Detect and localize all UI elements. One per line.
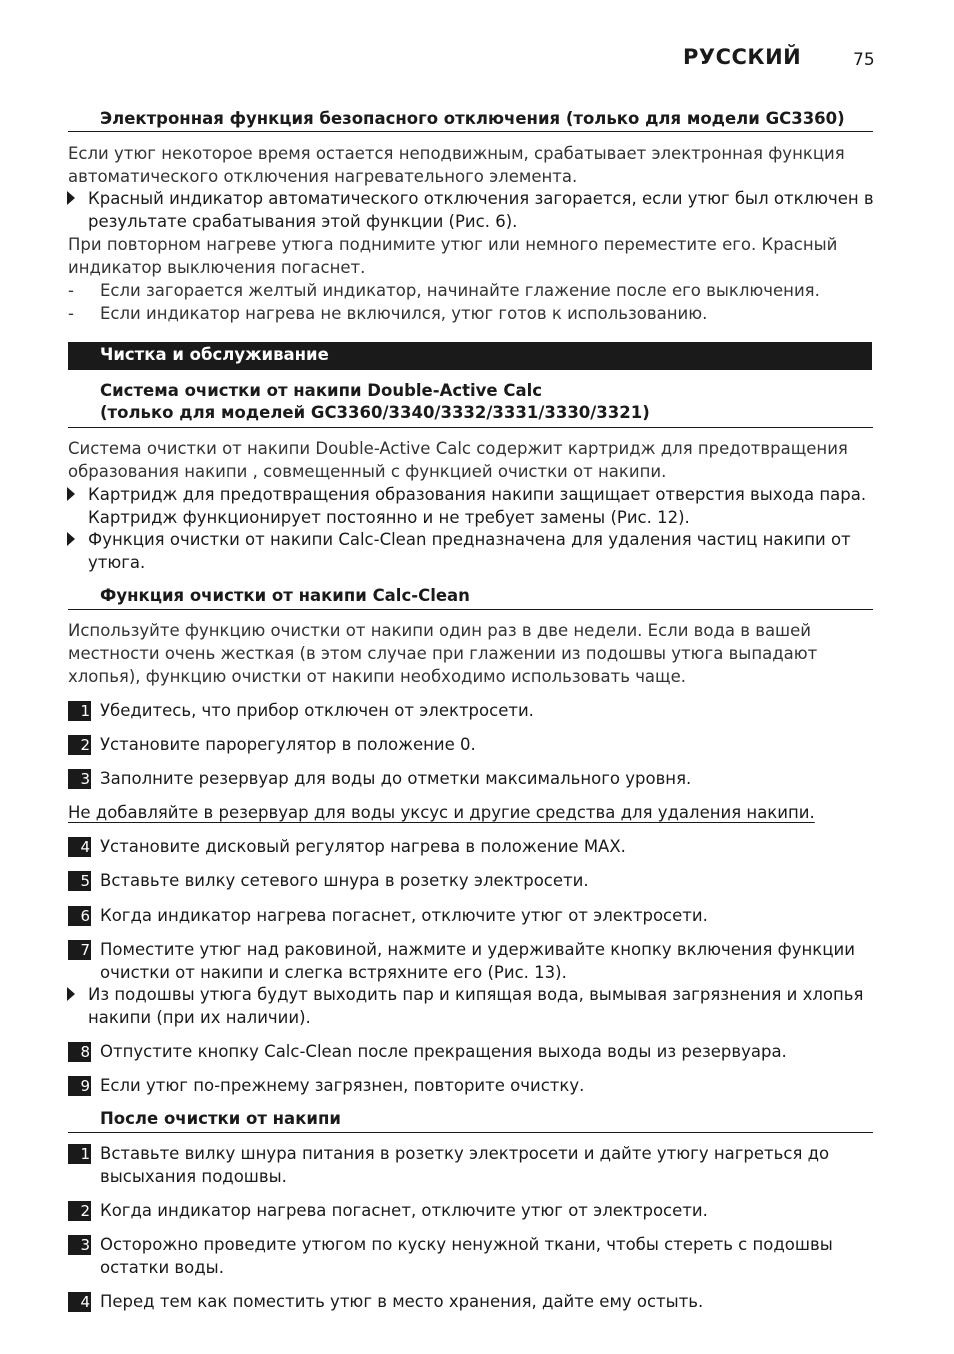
step-text: Заполните резервуар для воды до отметки максимального уровня. xyxy=(100,769,692,788)
step-text: Когда индикатор нагрева погаснет, отключите утюг от электросети. xyxy=(100,1201,708,1220)
bullet-triangle-icon xyxy=(67,191,75,205)
bullet-triangle-icon xyxy=(67,487,75,501)
step-text: Перед тем как поместить утюг в место хранения, дайте ему остыть. xyxy=(100,1292,704,1311)
section-title-after-descaling: После очистки от накипи xyxy=(100,1109,341,1128)
dash-marker: - xyxy=(68,281,74,300)
dash-marker: - xyxy=(68,304,74,323)
step-number: 1 xyxy=(68,1144,91,1164)
step-text: Установите парорегулятор в положение 0. xyxy=(100,735,476,754)
page-number: 75 xyxy=(853,50,875,70)
step-number: 9 xyxy=(68,1076,91,1096)
paragraph-double-active-intro: Система очистки от накипи Double-Active Calc содержит картридж для предотвращения образования накипи , совмещенный с функцией очистки от накипи. xyxy=(68,439,848,481)
step-text: Когда индикатор нагрева погаснет, отключите утюг от электросети. xyxy=(100,906,708,925)
step-number: 8 xyxy=(68,1042,91,1062)
paragraph-intro-electronic: Если утюг некоторое время остается неподвижным, срабатывает электронная функция автоматического отключения нагревательного элемента. xyxy=(68,144,845,186)
section-title-double-active-line1: Система очистки от накипи Double-Active Calc xyxy=(100,381,543,400)
page-language-label: РУССКИЙ xyxy=(683,45,802,69)
step-number: 7 xyxy=(68,940,91,960)
step-number: 5 xyxy=(68,871,91,891)
step-text: Вставьте вилку сетевого шнура в розетку электросети. xyxy=(100,871,589,890)
dash-item-heat-indicator: Если индикатор нагрева не включился, утюг готов к использованию. xyxy=(100,304,708,323)
step-text: Если утюг по-прежнему загрязнен, повторите очистку. xyxy=(100,1076,585,1095)
step-text: Осторожно проведите утюгом по куску ненужной ткани, чтобы стереть с подошвы остатки воды. xyxy=(100,1235,833,1277)
step-number: 2 xyxy=(68,735,91,755)
chapter-title: Чистка и обслуживание xyxy=(100,345,329,364)
dash-item-yellow-indicator: Если загорается желтый индикатор, начинайте глажение после его выключения. xyxy=(100,281,820,300)
step-number: 1 xyxy=(68,701,91,721)
step-text: Поместите утюг над раковиной, нажмите и удерживайте кнопку включения функции очистки от накипи и слегка встряхните его (Рис. 13). xyxy=(100,940,855,982)
step-number: 4 xyxy=(68,837,91,857)
bullet-triangle-icon xyxy=(67,987,75,1001)
step-number: 3 xyxy=(68,769,91,789)
section-title-calc-clean: Функция очистки от накипи Calc-Clean xyxy=(100,586,470,605)
paragraph-reheat: При повторном нагреве утюга поднимите утюг или немного переместите его. Красный индикатор выключения погаснет. xyxy=(68,235,838,277)
step-number: 4 xyxy=(68,1292,91,1312)
step-number: 2 xyxy=(68,1201,91,1221)
warning-no-vinegar: Не добавляйте в резервуар для воды уксус и другие средства для удаления накипи. xyxy=(68,803,815,822)
section-title-double-active-line2: (только для моделей GC3360/3340/3332/3331/3330/3321) xyxy=(100,403,650,422)
bullet-steam-result: Из подошвы утюга будут выходить пар и кипящая вода, вымывая загрязнения и хлопья накипи (при их наличии). xyxy=(88,985,864,1027)
step-number: 3 xyxy=(68,1235,91,1255)
section-rule xyxy=(68,131,873,132)
bullet-red-indicator: Красный индикатор автоматического отключения загорается, если утюг был отключен в результате срабатывания этой функции (Рис. 6). xyxy=(88,189,874,231)
paragraph-calc-clean-intro: Используйте функцию очистки от накипи один раз в две недели. Если вода в вашей местности очень жесткая (в этом случае при глажении из подошвы утюга выпадают хлопья), функцию очистки от накипи необходимо использовать чаще. xyxy=(68,621,818,686)
step-text: Отпустите кнопку Calc-Clean после прекращения выхода воды из резервуара. xyxy=(100,1042,787,1061)
bullet-anti-calc-cartridge: Картридж для предотвращения образования накипи защищает отверстия выхода пара. Картридж функционирует постоянно и не требует замены (Рис. 12). xyxy=(88,485,867,527)
section-rule xyxy=(68,427,873,428)
section-rule xyxy=(68,609,873,610)
step-text: Вставьте вилку шнура питания в розетку электросети и дайте утюгу нагреться до высыхания подошвы. xyxy=(100,1144,830,1186)
step-text: Установите дисковый регулятор нагрева в положение MAX. xyxy=(100,837,626,856)
chapter-bar xyxy=(68,342,872,370)
bullet-calc-clean-function: Функция очистки от накипи Calc-Clean предназначена для удаления частиц накипи от утюга. xyxy=(88,530,851,572)
bullet-triangle-icon xyxy=(67,532,75,546)
step-text: Убедитесь, что прибор отключен от электросети. xyxy=(100,701,534,720)
step-number: 6 xyxy=(68,906,91,926)
section-rule xyxy=(68,1132,873,1133)
section-title-electronic-shutoff: Электронная функция безопасного отключения (только для модели GC3360) xyxy=(100,109,845,128)
